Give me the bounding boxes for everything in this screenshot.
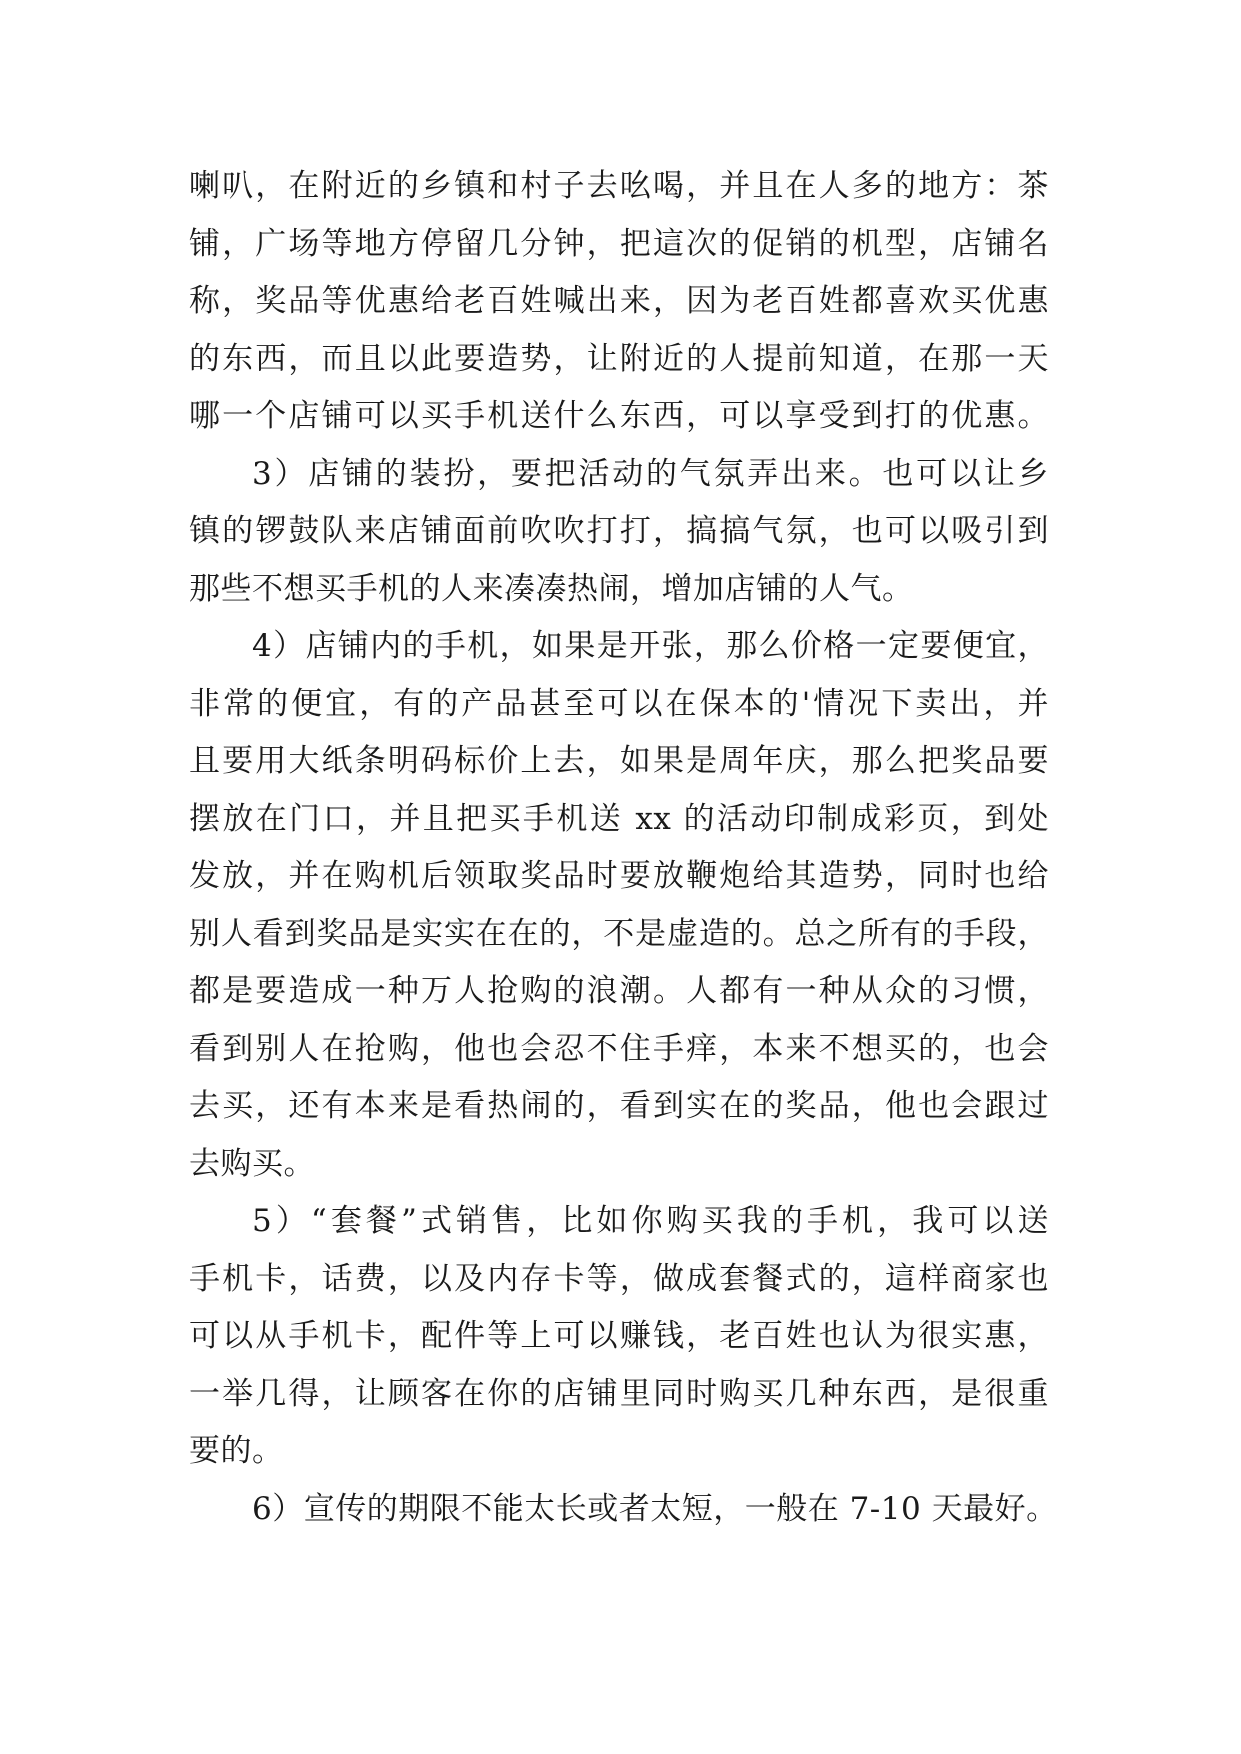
text-line: 4）店铺内的手机，如果是开张，那么价格一定要便宜， [252, 628, 1049, 664]
text-line: 去购买。 [189, 1145, 315, 1182]
text-line: 摆放在门口，并且把买手机送 xx 的活动印制成彩页，到处 [189, 800, 1049, 837]
text-line: 发放，并在购机后领取奖品时要放鞭炮给其造势，同时也给 [189, 858, 1049, 894]
text-line: 铺，广场等地方停留几分钟，把這次的促销的机型，店铺名 [189, 225, 1049, 262]
text-line: 一举几得，让顾客在你的店铺里同时购买几种东西，是很重 [189, 1375, 1049, 1412]
text-line: 哪一个店铺可以买手机送什么东西，可以享受到打的优惠。 [189, 398, 1049, 434]
text-line: 都是要造成一种万人抢购的浪潮。人都有一种从众的习惯， [189, 973, 1049, 1009]
text-line: 去买，还有本来是看热闹的，看到实在的奖品，他也会跟过 [189, 1088, 1049, 1124]
text-line: 5）“套餐”式销售，比如你购买我的手机，我可以送 [252, 1203, 1049, 1239]
text-line: 3）店铺的装扮，要把活动的气氛弄出来。也可以让乡 [252, 455, 1049, 492]
text-line: 镇的锣鼓队来店铺面前吹吹打打，搞搞气氛，也可以吸引到 [189, 513, 1049, 549]
text-line: 看到别人在抢购，他也会忍不住手痒，本来不想买的，也会 [189, 1030, 1049, 1067]
text-line: 手机卡，话费，以及内存卡等，做成套餐式的，這样商家也 [189, 1260, 1049, 1297]
document-body [189, 158, 1058, 1538]
text-line: 称，奖品等优惠给老百姓喊出来，因为老百姓都喜欢买优惠 [189, 283, 1049, 319]
text-line: 喇叭，在附近的乡镇和村子去吆喝，并且在人多的地方：茶 [189, 168, 1049, 204]
text-line: 非常的便宜，有的产品甚至可以在保本的'情况下卖出，并 [189, 685, 1049, 722]
text-line: 6）宣传的期限不能太长或者太短，一般在 7-10 天最好。 [252, 1490, 1058, 1527]
text-line: 的东西，而且以此要造势，让附近的人提前知道，在那一天 [189, 340, 1049, 377]
text-line: 别人看到奖品是实实在在的，不是虚造的。总之所有的手段， [189, 915, 1049, 952]
text-line: 要的。 [189, 1433, 284, 1469]
text-line: 可以从手机卡，配件等上可以赚钱，老百姓也认为很实惠， [189, 1318, 1049, 1354]
text-line: 那些不想买手机的人来凑凑热闹，增加店铺的人气。 [189, 570, 914, 607]
text-line: 且要用大纸条明码标价上去，如果是周年庆，那么把奖品要 [189, 743, 1049, 779]
